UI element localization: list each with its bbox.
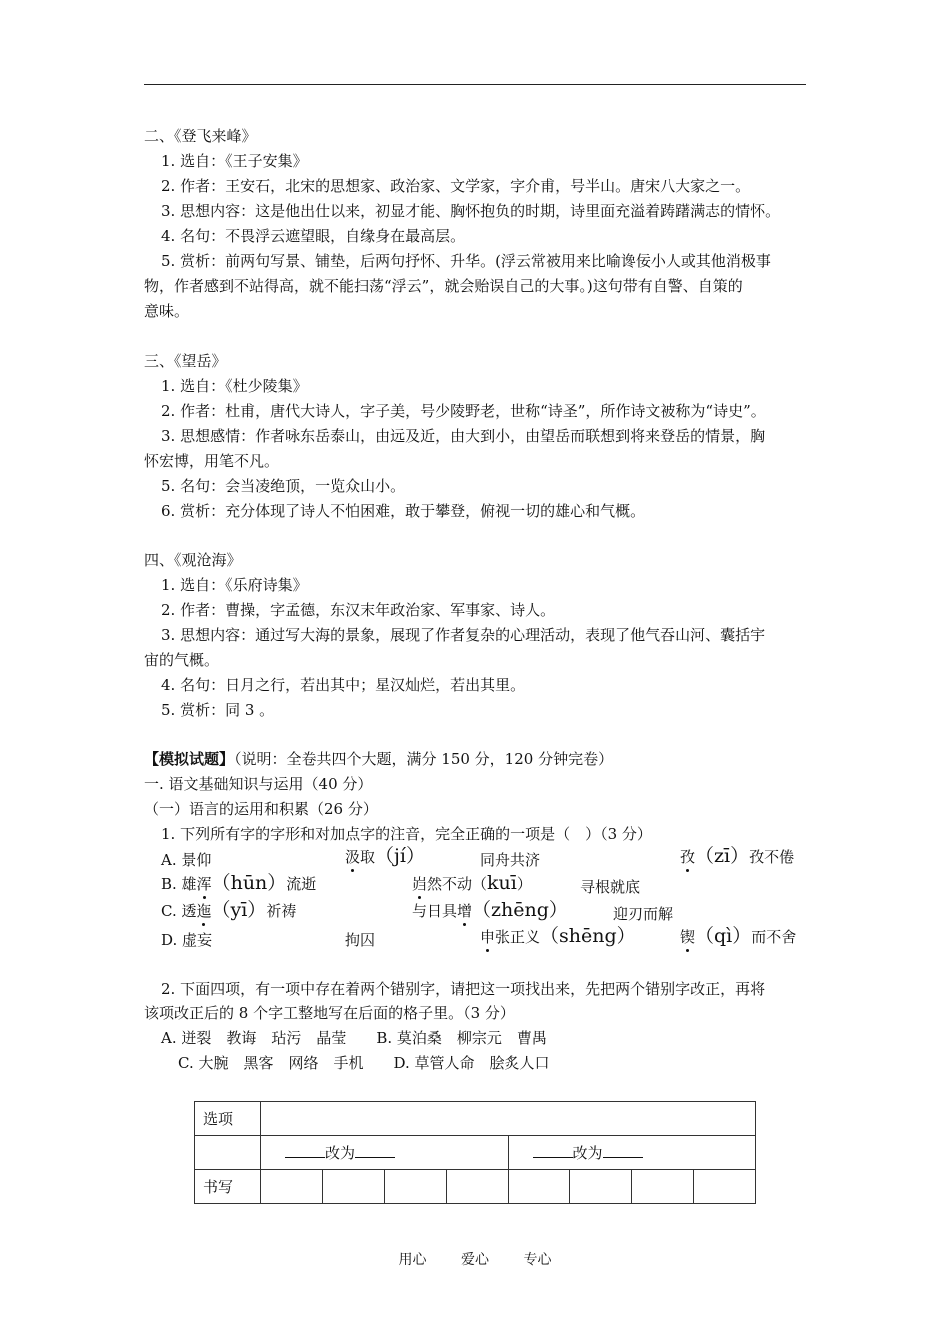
section-title: 二、《登飞来峰》: [144, 127, 257, 145]
table-row: [195, 1170, 756, 1204]
text-line: 4. 名句：不畏浮云遮望眼，自缘身在最高层。: [161, 227, 466, 245]
page-footer: [0, 1249, 950, 1269]
option-answer-cell[interactable]: [261, 1102, 756, 1136]
text-line: 5. 赏析：前两句写景、铺垫，后两句抒怀、升华。(浮云常被用来比喻谗佞小人或其他消极事: [161, 252, 771, 270]
text-line: 6. 赏析：充分体现了诗人不怕困难，敢于攀登，俯视一切的雄心和气概。: [161, 502, 646, 520]
option-c-word1: [161, 900, 296, 921]
text-line: 1. 选自：《乐府诗集》: [161, 576, 308, 594]
question-2-options-ab: A. 迸裂 教诲 玷污 晶莹 B. 莫泊桑 柳宗元 曹禺: [161, 1029, 547, 1047]
option-a-word1: A. 景仰: [161, 851, 212, 869]
part-title: 一. 语文基础知识与运用（40 分）: [144, 775, 373, 793]
word-text: C. 透: [161, 902, 197, 920]
dotted-char: 浑: [196, 875, 212, 893]
text-line: 5. 赏析：同 3 。: [161, 701, 275, 719]
word-text: 与日具: [412, 902, 458, 920]
change-label: 改为: [325, 1144, 356, 1162]
option-c-word3: 迎刃而解: [613, 905, 674, 923]
option-b-word3: 寻根就底: [580, 878, 641, 896]
correction-cell[interactable]: [261, 1136, 509, 1170]
exam-note: （说明：全卷共四个大题，满分 150 分，120 分钟完卷）: [234, 750, 614, 768]
word-text: 然不动（: [427, 875, 488, 893]
dotted-char: 申: [480, 928, 496, 946]
blank-line: [603, 1143, 643, 1158]
question-2-options-cd: C. 大腕 黑客 网络 手机 D. 草管人命 脍炙人口: [178, 1054, 550, 1072]
footer-text: 专心: [523, 1252, 552, 1268]
word-text: 祈祷: [266, 902, 297, 920]
pinyin: （zī）: [695, 845, 750, 867]
write-box[interactable]: [570, 1170, 632, 1204]
word-text: 张正义: [495, 928, 541, 946]
pinyin: （shēng）: [540, 925, 636, 947]
text-line: 3. 思想内容：这是他出仕以来，初显才能、胸怀抱负的时期，诗里面充溢着踌躇满志的情怀。: [161, 202, 781, 220]
word-text: B. 雄: [161, 875, 197, 893]
exam-header: [144, 749, 613, 769]
word-text: ）: [516, 875, 532, 893]
footer-text: 用心: [398, 1252, 427, 1268]
dotted-char: 迤: [196, 902, 212, 920]
dotted-char: 岿: [412, 875, 428, 893]
dotted-char: 汲: [345, 848, 361, 866]
answer-table: [194, 1101, 756, 1204]
text-line: 2. 作者：杜甫，唐代大诗人，字子美，号少陵野老，世称“诗圣”，所作诗文被称为“诗史”。: [161, 402, 766, 420]
pinyin: （zhēng）: [472, 899, 568, 921]
text-line: 3. 思想内容：通过写大海的景象，展现了作者复杂的心理活动，表现了他气吞山河、囊括宇: [161, 626, 766, 644]
dotted-char: 锲: [680, 928, 696, 946]
text-line: 2. 作者：曹操，字孟德，东汉末年政治家、军事家、诗人。: [161, 601, 556, 619]
row-label: 选项: [195, 1102, 261, 1136]
footer-text: 爱心: [461, 1252, 489, 1268]
blank-line: [285, 1143, 325, 1158]
header-rule: [144, 84, 806, 85]
option-a-word2: [345, 846, 425, 867]
text-line: 1. 选自：《王子安集》: [161, 152, 308, 170]
table-row: [195, 1136, 756, 1170]
question-1: 1. 下列所有字的字形和对加点字的注音，完全正确的一项是（ ）（3 分）: [161, 825, 652, 843]
pinyin: （hūn）: [211, 872, 287, 894]
word-text: 取: [360, 848, 376, 866]
pinyin: （yī）: [211, 899, 267, 921]
exam-title: 【模拟试题】: [144, 750, 235, 768]
write-box[interactable]: [694, 1170, 756, 1204]
subpart-title: （一）语言的运用和积累（26 分）: [144, 800, 378, 818]
option-b-word1: [161, 873, 316, 894]
question-2: 2. 下面四项，有一项中存在着两个错别字，请把这一项找出来，先把两个错别字改正，再将: [161, 980, 766, 998]
empty-cell: [195, 1136, 261, 1170]
pinyin: （jí）: [375, 845, 425, 867]
blank-line: [533, 1143, 573, 1158]
blank-line: [355, 1143, 395, 1158]
text-line: 5. 名句：会当凌绝顶，一览众山小。: [161, 477, 406, 495]
text-line: 物，作者感到不站得高，就不能扫荡“浮云”，就会贻误自己的大事。)这句带有自警、自策的: [144, 277, 743, 295]
text-line: 2. 作者：王安石，北宋的思想家、政治家、文学家，字介甫，号半山。唐宋八大家之一。: [161, 177, 751, 195]
option-c-word2: [412, 900, 568, 921]
section-title: 三、《望岳》: [144, 352, 227, 370]
write-box[interactable]: [446, 1170, 508, 1204]
option-b-word2: [412, 873, 532, 894]
write-box[interactable]: [508, 1170, 570, 1204]
word-text: 孜不倦: [749, 848, 795, 866]
text-line: 宙的气概。: [144, 651, 220, 669]
write-box[interactable]: [322, 1170, 384, 1204]
write-box[interactable]: [261, 1170, 323, 1204]
text-line: 意味。: [144, 302, 190, 320]
dotted-char: 增: [457, 902, 473, 920]
correction-cell[interactable]: [508, 1136, 756, 1170]
table-row: [195, 1102, 756, 1136]
write-box[interactable]: [384, 1170, 446, 1204]
text-line: 怀宏博，用笔不凡。: [144, 452, 280, 470]
option-d-word1: D. 虚妄: [161, 931, 213, 949]
option-d-word4: [680, 926, 796, 947]
option-d-word3: [480, 926, 636, 947]
option-a-word4: [680, 846, 794, 867]
text-line: 4. 名句：日月之行，若出其中；星汉灿烂，若出其里。: [161, 676, 526, 694]
word-text: 而不舍: [751, 928, 797, 946]
word-text: 流逝: [286, 875, 317, 893]
option-a-word3: 同舟共济: [480, 851, 541, 869]
write-box[interactable]: [632, 1170, 694, 1204]
option-d-word2: 拘囚: [345, 931, 376, 949]
section-title: 四、《观沧海》: [144, 551, 242, 569]
dotted-char: 孜: [680, 848, 696, 866]
question-2-cont: 该项改正后的 8 个字工整地写在后面的格子里。（3 分）: [144, 1004, 515, 1022]
change-label: 改为: [572, 1144, 603, 1162]
pinyin: kuī: [487, 872, 517, 894]
text-line: 1. 选自：《杜少陵集》: [161, 377, 308, 395]
pinyin: （qì）: [695, 925, 752, 947]
row-label: 书写: [195, 1170, 261, 1204]
text-line: 3. 思想感情：作者咏东岳泰山，由远及近，由大到小，由望岳而联想到将来登岳的情景，胸: [161, 427, 766, 445]
